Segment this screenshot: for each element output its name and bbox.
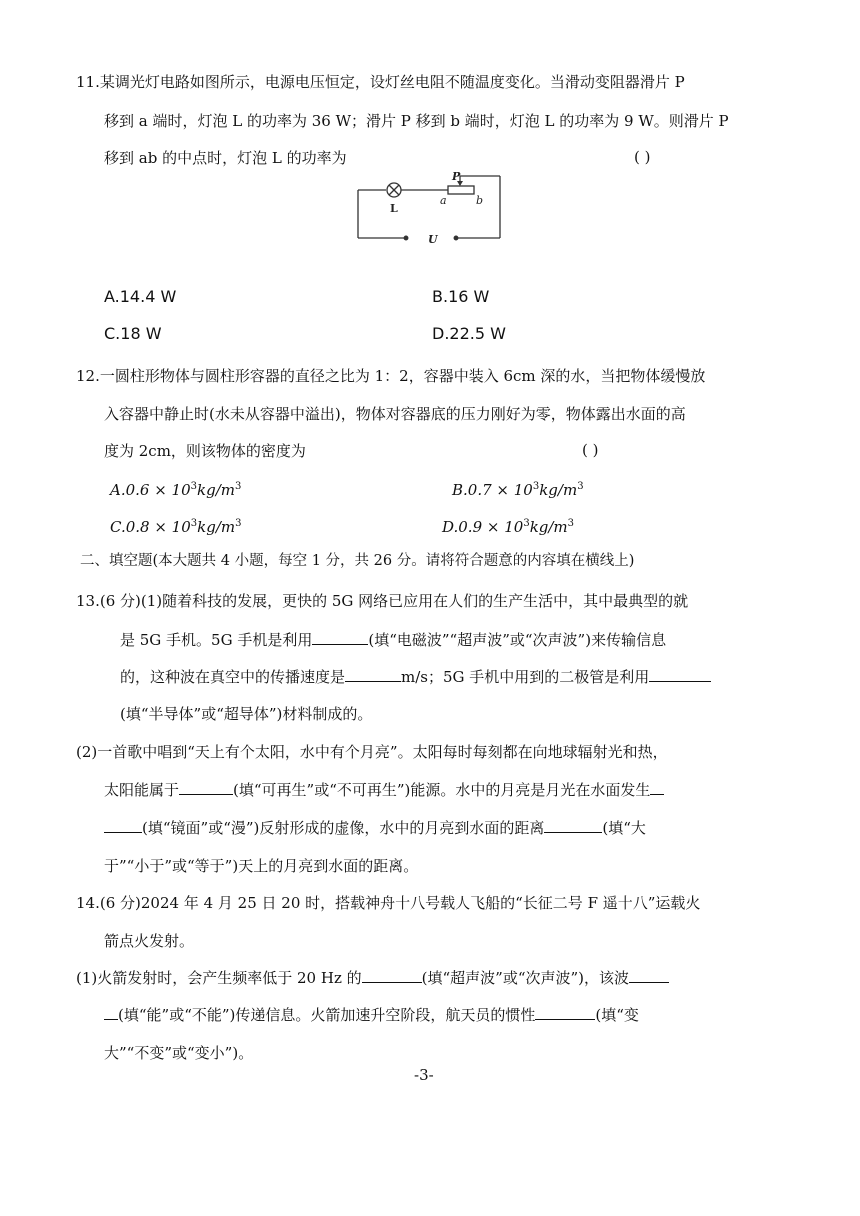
q11-text-line1: 11.某调光灯电路如图所示，电源电压恒定，设灯丝电阻不随温度变化。当滑动变阻器滑片 P	[76, 73, 685, 91]
q13-text-line2: 是 5G 手机。5G 手机是利用 (填“电磁波”“超声波”或“次声波”)来传输信息	[120, 631, 667, 649]
q14-part1-line3: 大”“不变”或“变小”)。	[104, 1044, 254, 1062]
q13-blank-2[interactable]	[345, 667, 401, 682]
q12-option-a[interactable]: $A.0.6 \times 10^3kg/m^3$	[110, 481, 242, 499]
q14-part1-line2: (填“能”或“不能”)传递信息。火箭加速升空阶段，航天员的惯性 (填“变	[104, 1005, 639, 1025]
q12-option-c[interactable]: $C.0.8 \times 10^3kg/m^3$	[110, 518, 242, 536]
rheostat-icon	[448, 186, 474, 194]
q13-blank-1[interactable]	[312, 630, 368, 645]
q11-option-a[interactable]: A.14.4 W	[104, 287, 177, 306]
q14-blank-2b[interactable]	[104, 1005, 118, 1020]
q13-text-line3: 的，这种波在真空中的传播速度是 m/s；5G 手机中用到的二极管是利用	[120, 667, 711, 687]
q11-option-c[interactable]: C.18 W	[104, 324, 162, 343]
q11-text-line2: 移到 a 端时，灯泡 L 的功率为 36 W；滑片 P 移到 b 端时，灯泡 L 的功率为 9 W。则滑片 P	[104, 112, 729, 130]
q13-text-line1: 13.(6 分)(1)随着科技的发展，更快的 5G 网络已应用在人们的生产生活中，其中最典型的就	[76, 592, 689, 610]
q13-part2-line4: 于”“小于”或“等于”)天上的月亮到水面的距离。	[104, 857, 419, 875]
q13-blank-3[interactable]	[649, 667, 711, 682]
q14-part1-line1: (1)火箭发射时，会产生频率低于 20 Hz 的 (填“超声波”或“次声波”)，该波	[76, 968, 669, 988]
q11-answer-paren: ( )	[634, 148, 651, 166]
page-number: -3-	[414, 1066, 434, 1084]
q13-blank-6[interactable]	[544, 818, 602, 833]
q12-answer-paren: ( )	[582, 441, 599, 459]
slider-label: P	[452, 170, 461, 183]
q13-part2-line1: (2)一首歌中唱到“天上有个太阳，水中有个月亮”。太阳每时每刻都在向地球辐射光和热，	[76, 743, 668, 761]
point-a-label: a	[440, 194, 447, 207]
q13-blank-5b[interactable]	[104, 818, 142, 833]
lamp-label: L	[390, 202, 398, 215]
q13-part2-line3: (填“镜面”或“漫”)反射形成的虚像，水中的月亮到水面的距离 (填“大	[104, 818, 646, 838]
q13-blank-5a[interactable]	[650, 780, 664, 795]
q14-text-line2: 箭点火发射。	[104, 932, 195, 950]
q14-text-line1: 14.(6 分)2024 年 4 月 25 日 20 时，搭载神舟十八号载人飞船的“长征二号 F 遥十八”运载火	[76, 894, 701, 912]
q14-blank-2a[interactable]	[629, 968, 669, 983]
q11-option-b[interactable]: B.16 W	[432, 287, 490, 306]
q14-blank-1[interactable]	[362, 968, 422, 983]
q13-blank-4[interactable]	[179, 780, 233, 795]
q13-text-line4: (填“半导体”或“超导体”)材料制成的。	[120, 705, 373, 723]
q12-text-line1: 12.一圆柱形物体与圆柱形容器的直径之比为 1：2，容器中装入 6cm 深的水，当把物体缓慢放	[76, 367, 706, 385]
point-b-label: b	[476, 194, 484, 207]
q11-text-line3: 移到 ab 的中点时，灯泡 L 的功率为	[104, 149, 347, 167]
q11-circuit-diagram	[354, 168, 514, 248]
q12-text-line2: 入容器中静止时(水未从容器中溢出)，物体对容器底的压力刚好为零，物体露出水面的高	[104, 405, 686, 423]
source-label: U	[428, 233, 438, 246]
section-heading: 二、填空题(本大题共 4 小题，每空 1 分，共 26 分。请将符合题意的内容填在横线上)	[80, 553, 635, 569]
q11-option-d[interactable]: D.22.5 W	[432, 324, 506, 343]
q12-option-d[interactable]: $D.0.9 \times 10^3kg/m^3$	[442, 518, 575, 536]
q13-part2-line2: 太阳能属于 (填“可再生”或“不可再生”)能源。水中的月亮是月光在水面发生	[104, 780, 664, 800]
q12-option-b[interactable]: $B.0.7 \times 10^3kg/m^3$	[452, 481, 584, 499]
q14-blank-3[interactable]	[535, 1005, 595, 1020]
q12-text-line3: 度为 2cm，则该物体的密度为	[104, 442, 306, 460]
